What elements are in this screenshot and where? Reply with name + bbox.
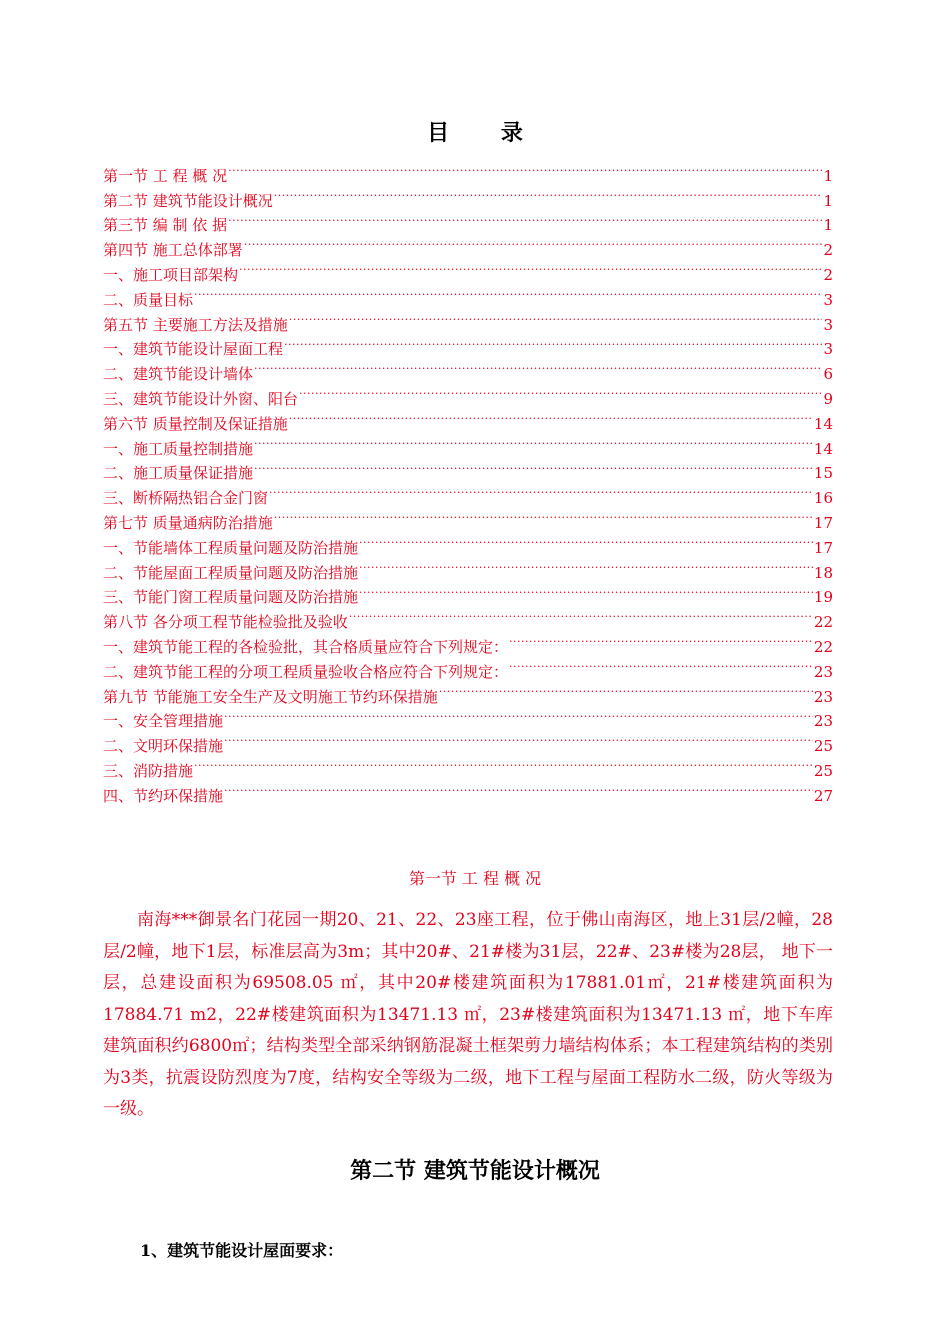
section2-heading: 第二节 建筑节能设计概况 [350, 1159, 600, 1184]
table-of-contents [103, 156, 833, 805]
toc-entry-label: 二、建筑节能工程的分项工程质量验收合格应符合下列规定： [103, 662, 509, 681]
toc-entry-page: 22 [813, 637, 833, 656]
toc-entry-page: 15 [813, 464, 833, 483]
toc-entry-label: 第七节 质量通病防治措施 [103, 513, 273, 532]
toc-entry-label: 第九节 节能施工安全生产及文明施工节约环保措施 [103, 687, 438, 706]
section1-paragraph: 南海***御景名门花园一期20、21、22、23座工程，位于佛山南海区，地上31层/2幢，28层/2幢，地下1层，标准层高为3m；其中20#、21#楼为31层，22#、23#楼为28层， 地下一层，总建设面积为69508.05 ㎡，其中20#楼建筑面积为17881.01㎡，21#楼建筑面积为17884.71 m2，22#楼建筑面积为13471.13 ㎡，23#楼建筑面积为13471.13 ㎡，地下车库建筑面积约6800㎡；结构类型全部采纳钢筋混凝土框架剪力墙结构体系；本工程建筑结构的类别为3类，抗震设防烈度为7度，结构安全等级为二级，地下工程与屋面工程防水二级，防火等级为一级。 [103, 910, 833, 1119]
toc-dot-leader [359, 528, 813, 553]
toc-entry-label: 三、节能门窗工程质量问题及防治措施 [103, 588, 359, 607]
toc-entry-page: 25 [813, 737, 833, 756]
toc-dot-leader [254, 429, 813, 454]
toc-dot-leader [254, 354, 822, 379]
toc-entry-page: 17 [813, 538, 833, 557]
toc-dot-leader [274, 503, 813, 528]
toc-entry-label: 第五节 主要施工方法及措施 [103, 315, 288, 334]
toc-entry-label: 一、施工质量控制措施 [103, 439, 254, 458]
toc-dot-leader [224, 702, 813, 727]
toc-entry-label: 第六节 质量控制及保证措施 [103, 414, 288, 433]
toc-entry-page: 2 [823, 241, 833, 260]
toc-entry-label: 二、质量目标 [103, 290, 194, 309]
toc-entry-page: 23 [813, 687, 833, 706]
toc-dot-leader [509, 652, 813, 677]
toc-dot-leader [228, 206, 822, 231]
toc-dot-leader [359, 553, 813, 578]
toc-entry-label: 二、文明环保措施 [103, 737, 224, 756]
toc-dot-leader [239, 255, 822, 280]
toc-dot-leader [269, 478, 813, 503]
toc-entry-page: 14 [813, 414, 833, 433]
toc-entry-page: 9 [823, 389, 833, 408]
toc-entry-page: 19 [813, 588, 833, 607]
toc-dot-leader [299, 379, 822, 404]
toc-dot-leader [349, 602, 813, 627]
toc-dot-leader [228, 156, 822, 181]
toc-dot-leader [244, 230, 823, 255]
toc-entry-label: 四、节约环保措施 [103, 786, 224, 805]
toc-entry-label: 二、节能屋面工程质量问题及防治措施 [103, 563, 359, 582]
toc-entry-page: 6 [823, 365, 833, 384]
toc-entry-page: 23 [813, 712, 833, 731]
toc-entry-page: 2 [823, 265, 833, 284]
toc-entry-page: 1 [823, 191, 833, 210]
toc-entry-label: 第三节 编 制 依 据 [103, 216, 228, 235]
toc-entry-page: 3 [823, 340, 833, 359]
toc-entry-label: 第二节 建筑节能设计概况 [103, 191, 273, 210]
toc-entry-label: 二、施工质量保证措施 [103, 464, 254, 483]
toc-entry-label: 二、建筑节能设计墙体 [103, 365, 254, 384]
toc-entry[interactable] [103, 305, 833, 334]
toc-entry-label: 三、消防措施 [103, 761, 194, 780]
toc-dot-leader [224, 776, 813, 801]
toc-entry-label: 一、建筑节能工程的各检验批，其合格质量应符合下列规定： [103, 637, 509, 656]
toc-entry[interactable] [103, 280, 833, 309]
toc-entry[interactable] [103, 156, 833, 185]
toc-entry-page: 14 [813, 439, 833, 458]
toc-entry-label: 三、断桥隔热铝合金门窗 [103, 489, 269, 508]
toc-entry-page: 25 [813, 761, 833, 780]
toc-entry-label: 三、建筑节能设计外窗、阳台 [103, 389, 299, 408]
toc-dot-leader [194, 280, 822, 305]
toc-entry-page: 27 [813, 786, 833, 805]
toc-dot-leader [254, 454, 813, 479]
toc-dot-leader [194, 751, 813, 776]
section1-heading: 第一节 工 程 概 况 [408, 869, 542, 888]
toc-entry-page: 3 [823, 315, 833, 334]
toc-dot-leader [289, 305, 823, 330]
section2-subheading: 1、建筑节能设计屋面要求： [140, 1241, 344, 1260]
toc-entry-label: 第四节 施工总体部署 [103, 241, 243, 260]
toc-entry-page: 16 [813, 489, 833, 508]
toc-entry-page: 23 [813, 662, 833, 681]
toc-dot-leader [284, 330, 822, 355]
toc-entry-label: 一、节能墙体工程质量问题及防治措施 [103, 538, 359, 557]
toc-entry-page: 1 [823, 216, 833, 235]
toc-entry-label: 一、建筑节能设计屋面工程 [103, 340, 284, 359]
toc-dot-leader [274, 181, 823, 206]
toc-entry-label: 一、安全管理措施 [103, 712, 224, 731]
section1-body [103, 905, 833, 1126]
toc-dot-leader [439, 677, 813, 702]
toc-dot-leader [289, 404, 813, 429]
toc-dot-leader [224, 726, 813, 751]
toc-entry-label: 第一节 工 程 概 况 [103, 166, 228, 185]
toc-entry-page: 1 [823, 166, 833, 185]
toc-entry-page: 22 [813, 613, 833, 632]
toc-dot-leader [359, 578, 813, 603]
toc-entry[interactable] [103, 776, 833, 805]
toc-title: 目 录 [427, 121, 545, 146]
toc-entry[interactable] [103, 751, 833, 780]
toc-entry-page: 3 [823, 290, 833, 309]
toc-dot-leader [509, 627, 813, 652]
toc-entry-label: 第八节 各分项工程节能检验批及验收 [103, 613, 348, 632]
toc-entry-page: 17 [813, 513, 833, 532]
toc-entry-page: 18 [813, 563, 833, 582]
toc-entry-label: 一、施工项目部架构 [103, 265, 239, 284]
